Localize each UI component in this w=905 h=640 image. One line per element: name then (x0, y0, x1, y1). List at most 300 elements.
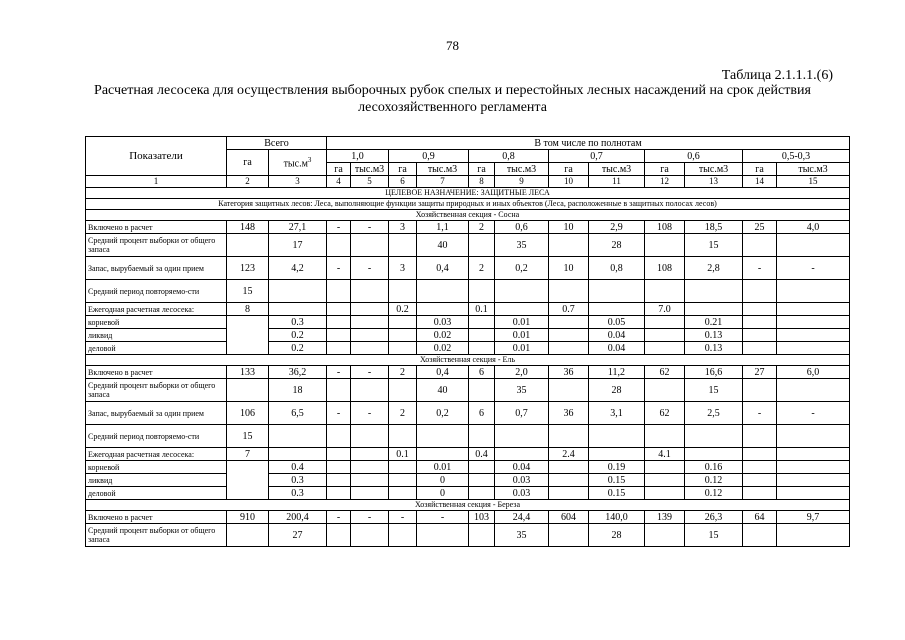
table-cell: 35 (495, 379, 549, 402)
header-indicators: Показатели (86, 137, 227, 176)
table-row (86, 280, 850, 303)
table-cell: 0.03 (495, 487, 549, 500)
table-cell (469, 487, 495, 500)
table-cell (389, 280, 417, 303)
table-cell: 0.21 (685, 316, 743, 329)
table-cell: 0.05 (589, 316, 645, 329)
table-cell: 0.1 (469, 303, 495, 316)
table-cell (327, 379, 351, 402)
table-cell: 148 (227, 221, 269, 234)
table-cell (417, 280, 469, 303)
table-cell: 36,2 (269, 366, 327, 379)
table-cell: 0.12 (685, 487, 743, 500)
table-cell: 26,3 (685, 511, 743, 524)
table-cell (549, 487, 589, 500)
column-number: 13 (685, 176, 743, 188)
table-cell (327, 524, 351, 547)
table-cell (645, 487, 685, 500)
table-cell (469, 379, 495, 402)
table-cell (351, 280, 389, 303)
section-name: Хозяйственная секция - Ель (86, 355, 850, 366)
table-cell (327, 329, 351, 342)
table-cell: 0,2 (417, 402, 469, 425)
table-cell (269, 448, 327, 461)
table-cell: 6,0 (777, 366, 850, 379)
table-cell: 0.2 (389, 303, 417, 316)
table-row (86, 221, 850, 234)
table-cell (227, 461, 269, 500)
table-cell: 0.03 (495, 474, 549, 487)
table-cell (269, 425, 327, 448)
table-cell: 7 (227, 448, 269, 461)
row-label: деловой (86, 342, 227, 355)
table-cell: - (389, 511, 417, 524)
column-number: 5 (351, 176, 389, 188)
table-cell (645, 474, 685, 487)
table-cell (227, 379, 269, 402)
table-cell: 0.01 (495, 316, 549, 329)
row-label: Средний процент выборки от общего запаса (86, 379, 227, 402)
table-cell (743, 461, 777, 474)
page-number: 78 (446, 38, 459, 53)
table-cell (469, 316, 495, 329)
table-cell (417, 303, 469, 316)
unit-m3: тыс.м3 (495, 163, 549, 176)
table-cell (351, 316, 389, 329)
header-incl: В том числе по полнотам (327, 137, 850, 150)
table-cell (389, 234, 417, 257)
row-label: Включено в расчет (86, 221, 227, 234)
table-cell (389, 461, 417, 474)
table-cell (549, 342, 589, 355)
table-cell (389, 487, 417, 500)
table-cell: 200,4 (269, 511, 327, 524)
column-number: 11 (589, 176, 645, 188)
table-cell (351, 448, 389, 461)
table-cell: 0.1 (389, 448, 417, 461)
unit-ha: га (549, 163, 589, 176)
table-cell (327, 342, 351, 355)
table-cell (389, 316, 417, 329)
table-cell: 35 (495, 234, 549, 257)
table-cell (549, 234, 589, 257)
table-cell: 9,7 (777, 511, 850, 524)
table-cell (685, 280, 743, 303)
table-row (86, 379, 850, 402)
table-id: Таблица 2.1.1.1.(6) (721, 68, 833, 83)
table-cell: 2,0 (495, 366, 549, 379)
table-cell: 11,2 (589, 366, 645, 379)
table-cell: - (743, 257, 777, 280)
table-cell (743, 524, 777, 547)
table-cell (389, 379, 417, 402)
table-cell (777, 461, 850, 474)
table-cell: 0.04 (589, 329, 645, 342)
table-cell: 0.2 (269, 342, 327, 355)
table-cell: 0.01 (417, 461, 469, 474)
table-row (86, 425, 850, 448)
unit-ha: га (389, 163, 417, 176)
row-label: ликвид (86, 329, 227, 342)
column-number: 15 (777, 176, 850, 188)
table-cell: - (777, 257, 850, 280)
table-cell (327, 474, 351, 487)
column-number: 1 (86, 176, 227, 188)
table-cell: 139 (645, 511, 685, 524)
table-cell: 6 (469, 366, 495, 379)
table-row (86, 402, 850, 425)
table-cell: 15 (685, 234, 743, 257)
forest-table (85, 136, 850, 547)
header-total: Всего (227, 137, 327, 150)
unit-m3: тыс.м3 (417, 163, 469, 176)
table-cell (743, 329, 777, 342)
table-cell: 0,7 (495, 402, 549, 425)
table-row (86, 342, 850, 355)
table-cell: 0.3 (269, 316, 327, 329)
section-header-row (86, 355, 850, 366)
table-cell (469, 329, 495, 342)
table-cell (269, 303, 327, 316)
table-cell (389, 524, 417, 547)
table-cell (645, 316, 685, 329)
table-cell (227, 316, 269, 355)
table-cell: 28 (589, 524, 645, 547)
table-cell (743, 342, 777, 355)
table-cell (495, 303, 549, 316)
density-header: 0,6 (645, 150, 743, 163)
table-cell: 6 (469, 402, 495, 425)
table-cell: 140,0 (589, 511, 645, 524)
table-cell (549, 329, 589, 342)
table-cell: 15 (227, 425, 269, 448)
table-cell (645, 234, 685, 257)
table-cell: 3 (389, 221, 417, 234)
table-cell: 62 (645, 366, 685, 379)
table-cell: 123 (227, 257, 269, 280)
table-cell: 2,5 (685, 402, 743, 425)
density-header: 0,5-0,3 (743, 150, 850, 163)
table-cell (777, 487, 850, 500)
table-cell: 10 (549, 221, 589, 234)
table-cell: 0,4 (417, 366, 469, 379)
table-cell (495, 425, 549, 448)
table-cell: 0.4 (469, 448, 495, 461)
table-cell (417, 425, 469, 448)
table-cell: - (351, 402, 389, 425)
table-cell (685, 425, 743, 448)
table-cell: - (327, 257, 351, 280)
table-row (86, 329, 850, 342)
table-cell (589, 280, 645, 303)
table-cell: 108 (645, 257, 685, 280)
table-cell: - (327, 511, 351, 524)
column-number: 7 (417, 176, 469, 188)
table-cell (495, 280, 549, 303)
table-cell: 62 (645, 402, 685, 425)
table-cell (645, 524, 685, 547)
table-cell (389, 342, 417, 355)
table-cell: 40 (417, 379, 469, 402)
table-cell (327, 448, 351, 461)
table-cell: 0.01 (495, 329, 549, 342)
table-cell: 133 (227, 366, 269, 379)
table-row (86, 448, 850, 461)
column-number: 12 (645, 176, 685, 188)
table-cell (589, 425, 645, 448)
table-cell (685, 448, 743, 461)
table-cell: 0.04 (495, 461, 549, 474)
table-cell (685, 303, 743, 316)
table-cell (589, 303, 645, 316)
header-total-ha: га (227, 150, 269, 176)
table-cell (777, 329, 850, 342)
row-label: Средний процент выборки от общего запаса (86, 234, 227, 257)
table-cell: - (743, 402, 777, 425)
table-cell: 15 (227, 280, 269, 303)
table-cell (777, 448, 850, 461)
table-row (86, 524, 850, 547)
table-cell: - (327, 366, 351, 379)
table-cell (743, 280, 777, 303)
unit-m3: тыс.м3 (351, 163, 389, 176)
table-row (86, 257, 850, 280)
table-cell: 2 (469, 257, 495, 280)
table-cell: 18,5 (685, 221, 743, 234)
unit-ha: га (327, 163, 351, 176)
table-row (86, 474, 850, 487)
table-cell (777, 425, 850, 448)
table-cell: 2 (389, 402, 417, 425)
table-cell: 27 (269, 524, 327, 547)
table-cell: 64 (743, 511, 777, 524)
table-cell: - (417, 511, 469, 524)
table-cell: 0.12 (685, 474, 743, 487)
table-cell: 0.04 (589, 342, 645, 355)
table-cell (469, 342, 495, 355)
table-cell: 106 (227, 402, 269, 425)
table-cell: 103 (469, 511, 495, 524)
table-cell: 0.19 (589, 461, 645, 474)
table-cell: 3,1 (589, 402, 645, 425)
table-cell: 35 (495, 524, 549, 547)
density-header: 1,0 (327, 150, 389, 163)
table-cell: 10 (549, 257, 589, 280)
column-number: 6 (389, 176, 417, 188)
table-cell (549, 280, 589, 303)
table-cell: - (351, 511, 389, 524)
row-label: корневой (86, 461, 227, 474)
row-label: Средний период повторяемо-сти (86, 425, 227, 448)
table-cell: 0,8 (589, 257, 645, 280)
column-number: 4 (327, 176, 351, 188)
table-cell (743, 474, 777, 487)
table-row (86, 316, 850, 329)
table-cell (777, 342, 850, 355)
section-name: Хозяйственная секция - Береза (86, 500, 850, 511)
table-cell (469, 524, 495, 547)
row-label: деловой (86, 487, 227, 500)
table-cell (417, 448, 469, 461)
table-cell (549, 425, 589, 448)
table-cell: 3 (389, 257, 417, 280)
table-cell: 0.7 (549, 303, 589, 316)
table-cell (227, 234, 269, 257)
table-cell: 2.4 (549, 448, 589, 461)
table-cell (469, 280, 495, 303)
table-cell: 0.13 (685, 342, 743, 355)
table-cell: - (327, 402, 351, 425)
table-cell: 25 (743, 221, 777, 234)
table-cell: 0 (417, 474, 469, 487)
table-cell (327, 487, 351, 500)
table-cell (327, 425, 351, 448)
table-cell (743, 425, 777, 448)
table-title: Расчетная лесосека для осуществления выборочных рубок спелых и перестойных лесных насаждений на срок действия лесохозяйственного регламента (94, 83, 811, 115)
row-label: Средний процент выборки от общего запаса (86, 524, 227, 547)
table-cell (549, 461, 589, 474)
table-cell: 8 (227, 303, 269, 316)
table-row (86, 366, 850, 379)
table-cell: 0.4 (269, 461, 327, 474)
table-cell: 0.02 (417, 342, 469, 355)
table-cell (269, 280, 327, 303)
table-cell (351, 461, 389, 474)
table-cell (645, 425, 685, 448)
table-cell: - (777, 402, 850, 425)
table-cell (645, 379, 685, 402)
table-cell: 18 (269, 379, 327, 402)
table-cell: 0.3 (269, 487, 327, 500)
table-cell: 0.2 (269, 329, 327, 342)
unit-m3: тыс.м3 (685, 163, 743, 176)
table-cell (327, 303, 351, 316)
table-cell: 2 (389, 366, 417, 379)
table-cell (589, 448, 645, 461)
table-cell (743, 448, 777, 461)
density-header: 0,8 (469, 150, 549, 163)
table-cell: 36 (549, 366, 589, 379)
table-cell (645, 280, 685, 303)
table-row (86, 303, 850, 316)
table-cell (351, 487, 389, 500)
table-cell: 0.01 (495, 342, 549, 355)
row-label: Запас, вырубаемый за один прием (86, 402, 227, 425)
table-cell (469, 474, 495, 487)
table-cell (389, 474, 417, 487)
table-cell (417, 524, 469, 547)
table-cell (777, 280, 850, 303)
table-cell (777, 234, 850, 257)
table-cell: 0.16 (685, 461, 743, 474)
table-cell: 0,2 (495, 257, 549, 280)
table-cell: 0.03 (417, 316, 469, 329)
unit-m3: тыс.м3 (777, 163, 850, 176)
table-cell (549, 316, 589, 329)
row-label: Включено в расчет (86, 511, 227, 524)
table-cell: 16,6 (685, 366, 743, 379)
row-label: корневой (86, 316, 227, 329)
table-cell (645, 461, 685, 474)
table-cell (469, 234, 495, 257)
row-label: Запас, вырубаемый за один прием (86, 257, 227, 280)
row-label: Средний период повторяемо-сти (86, 280, 227, 303)
density-header: 0,9 (389, 150, 469, 163)
table-cell (743, 379, 777, 402)
table-cell: 0,6 (495, 221, 549, 234)
table-cell (645, 329, 685, 342)
table-cell: 0.3 (269, 474, 327, 487)
table-cell: 17 (269, 234, 327, 257)
table-cell: 0.02 (417, 329, 469, 342)
section-header-row (86, 210, 850, 221)
table-cell: 7.0 (645, 303, 685, 316)
table-cell (777, 303, 850, 316)
unit-m3: тыс.м3 (589, 163, 645, 176)
table-cell: 36 (549, 402, 589, 425)
table-cell: 1,1 (417, 221, 469, 234)
table-cell (327, 234, 351, 257)
table-row (86, 487, 850, 500)
table-cell (743, 303, 777, 316)
table-cell: 0.15 (589, 474, 645, 487)
table-cell (469, 461, 495, 474)
row-label: Ежегодная расчетная лесосека: (86, 448, 227, 461)
table-cell: 2,8 (685, 257, 743, 280)
table-cell: 0 (417, 487, 469, 500)
table-cell: 27,1 (269, 221, 327, 234)
column-number: 9 (495, 176, 549, 188)
table-cell (351, 329, 389, 342)
column-number: 14 (743, 176, 777, 188)
table-cell (495, 448, 549, 461)
table-cell (549, 524, 589, 547)
table-cell: 604 (549, 511, 589, 524)
table-cell (327, 280, 351, 303)
table-cell (227, 524, 269, 547)
table-cell (549, 379, 589, 402)
table-cell: - (351, 366, 389, 379)
unit-ha: га (645, 163, 685, 176)
category-row: Категория защитных лесов: Леса, выполняющие функции защиты природных и иных объектов (Леса, расположенные в защитных полосах лесов) (86, 199, 850, 210)
purpose-row: ЦЕЛЕВОЕ НАЗНАЧЕНИЕ: ЗАЩИТНЫЕ ЛЕСА (86, 188, 850, 199)
table-cell (351, 379, 389, 402)
table-cell: 40 (417, 234, 469, 257)
table-cell (389, 425, 417, 448)
table-cell (743, 234, 777, 257)
row-label: Включено в расчет (86, 366, 227, 379)
table-cell (351, 234, 389, 257)
column-number: 2 (227, 176, 269, 188)
table-cell: 28 (589, 234, 645, 257)
section-header-row (86, 500, 850, 511)
section-name: Хозяйственная секция - Сосна (86, 210, 850, 221)
table-cell: 2 (469, 221, 495, 234)
unit-ha: га (469, 163, 495, 176)
table-cell (351, 474, 389, 487)
table-cell (777, 316, 850, 329)
row-label: Ежегодная расчетная лесосека: (86, 303, 227, 316)
table-cell: 4.1 (645, 448, 685, 461)
table-cell (549, 474, 589, 487)
table-cell: - (351, 221, 389, 234)
column-number: 8 (469, 176, 495, 188)
column-number: 10 (549, 176, 589, 188)
table-cell (645, 342, 685, 355)
table-cell (777, 524, 850, 547)
table-cell: - (351, 257, 389, 280)
table-cell (777, 474, 850, 487)
